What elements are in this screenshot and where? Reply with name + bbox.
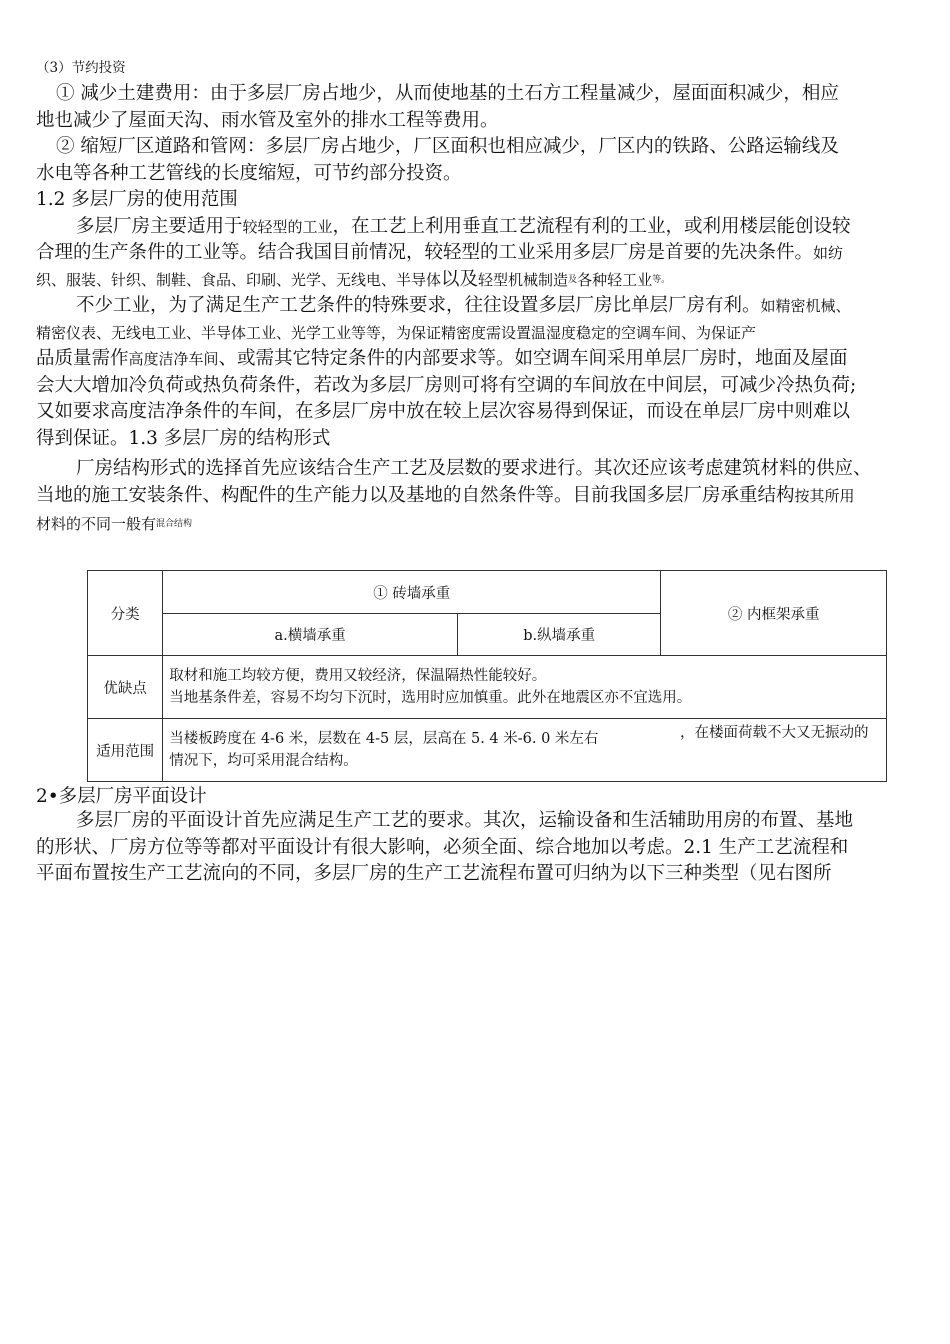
sec2-para-line1: 多层厂房的平面设计首先应满足生产工艺的要求。其次，运输设备和生活辅助用房的布置、基地 xyxy=(76,810,854,831)
pros-cons-cell xyxy=(163,656,887,719)
table-row xyxy=(88,571,887,614)
sec2-para-line3: 平面布置按生产工艺流向的不同，多层厂房的生产工艺流程布置可归纳为以下三种类型（见右图所 xyxy=(36,863,832,884)
scope-line-1: 当楼板跨度在 4-6 米，层数在 4-5 层，层高在 5. 4 米-6. 0 米左右 xyxy=(169,731,599,747)
sec12-para2-line5: 又如要求高度洁净条件的车间，在多层厂房中放在较上层次容易得到保证，而设在单层厂房中则难以 xyxy=(36,401,851,422)
document-page xyxy=(36,56,936,539)
header-brick-wall: ① 砖墙承重 xyxy=(163,571,661,614)
sec2-para-line2: 的形状、厂房方位等等都对平面设计有很大影响，必须全面、综合地加以考虑。2.1 生产工艺流程和 xyxy=(36,836,849,858)
sec12-para2-line2: 精密仪表、无线电工业、半导体工业、光学工业等等，为保证精密度需设置温湿度稳定的空调车间、为保证产 xyxy=(36,323,757,342)
section-2 xyxy=(36,786,936,888)
pros-line: 取材和施工均较方便，费用又较经济，保温隔热性能较好。 xyxy=(169,668,547,684)
row-label-scope: 适用范围 xyxy=(88,719,163,782)
sec12-para2-line3: 品质量需作高度洁净车间、或需其它特定条件的内部要求等。如空调车间采用单层厂房时，地面及屋面 xyxy=(36,348,848,369)
table-row xyxy=(88,719,887,782)
sec13-para-line1: 厂房结构形式的选择首先应该结合生产工艺及层数的要求进行。其次还应该考虑建筑材料的供应、 xyxy=(76,458,872,479)
sec3-item1-line1: ① 减少土建费用：由于多层厂房占地少，从而使地基的土石方工程量减少，屋面面积减少，相应 xyxy=(56,83,839,104)
scope-cell xyxy=(163,719,887,782)
header-inner-frame: ② 内框架承重 xyxy=(661,571,887,656)
sec12-para1-line3: 织、服装、针织、制鞋、食品、印刷、光学、无线电、半导体以及轻型机械制造$^及$各种轻工业$^{等。}$ xyxy=(36,268,671,290)
header-longitudinal-wall: b.纵墙承重 xyxy=(458,614,661,656)
structure-type-table xyxy=(87,570,887,782)
sec12-para1-line2: 合理的生产条件的工业等。结合我国目前情况，较轻型的工业采用多层厂房是首要的先决条件。如纺 xyxy=(36,242,844,263)
sec3-item2-line2: 水电等各种工艺管线的长度缩短，可节约部分投资。 xyxy=(36,162,462,184)
sec12-para2-line4: 会大大增加冷负荷或热负荷条件，若改为多层厂房则可将有空调的车间放在中间层，可减少冷热负荷; xyxy=(36,374,857,396)
header-transverse-wall: a.横墙承重 xyxy=(163,614,458,656)
sec3-item2-line1: ② 缩短厂区道路和管网：多层厂房占地少，厂区面积也相应减少，厂区内的铁路、公路运输线及 xyxy=(56,136,839,157)
scope-line-2: 情况下，均可采用混合结构。 xyxy=(169,753,358,769)
section-1-3-heading: 1.3 多层厂房的结构形式 xyxy=(128,427,331,449)
sec12-para1-line1: 多层厂房主要适用于较轻型的工业，在工艺上利用垂直工艺流程有利的工业，或利用楼层能创设较 xyxy=(76,215,851,237)
sec12-para2-line1: 不少工业，为了满足生产工艺条件的特殊要求，往往设置多层厂房比单层厂房有利。如精密机械、 xyxy=(76,295,851,316)
section-2-heading: 2•多层厂房平面设计 xyxy=(36,786,207,807)
section-3-heading: （3）节约投资 xyxy=(36,60,126,76)
sec13-para-line3: 材料的不同一般有$^{混合结构}$ xyxy=(36,515,193,533)
header-category: 分类 xyxy=(88,571,163,656)
table-row xyxy=(88,656,887,719)
sec13-para-line2: 当地的施工安装条件、构配件的生产能力以及基地的自然条件等。目前我国多层厂房承重结构按其所用 xyxy=(36,484,855,506)
row-label-pros-cons: 优缺点 xyxy=(88,656,163,719)
sec3-item1-line2: 地也减少了屋面天沟、雨水管及室外的排水工程等费用。 xyxy=(36,109,499,131)
section-1-2-heading: 1.2 多层厂房的使用范围 xyxy=(36,189,238,210)
sec12-para2-line6: 得到保证。1.3 多层厂房的结构形式 xyxy=(36,427,331,449)
scope-note: ，在楼面荷载不大又无振动的 xyxy=(679,725,869,741)
cons-line: 当地基条件差，容易不均匀下沉时，选用时应加慎重。此外在地震区亦不宜选用。 xyxy=(169,690,692,706)
